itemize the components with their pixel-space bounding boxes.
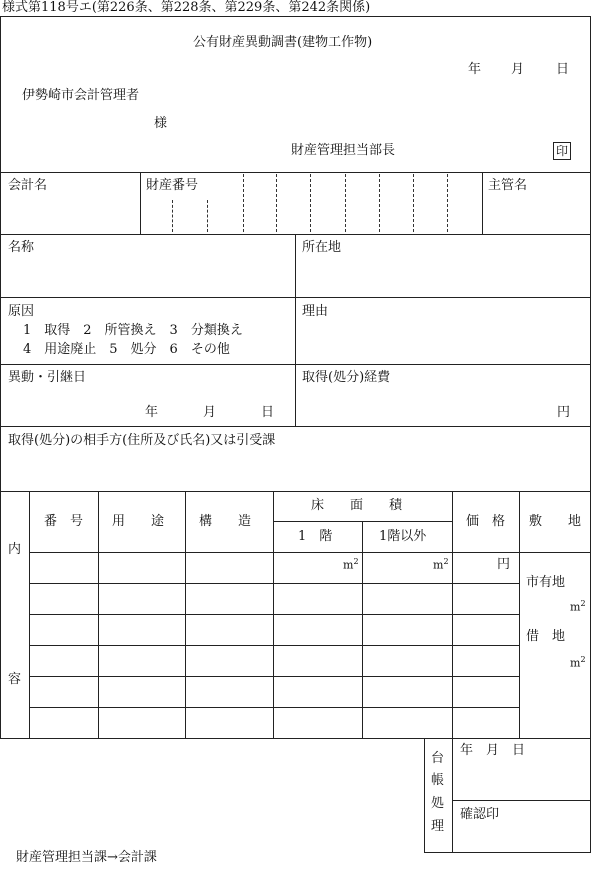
rule bbox=[452, 800, 591, 801]
transfer-day: 日 bbox=[261, 405, 275, 420]
date-day: 日 bbox=[556, 62, 570, 77]
unit-leased-land: $m^2$ bbox=[570, 655, 586, 670]
ledger-label-4: 理 bbox=[431, 819, 445, 834]
accounting-name-label: 会計名 bbox=[8, 178, 48, 193]
routing-note: 財産管理担当課→会計課 bbox=[16, 850, 157, 865]
counterparty-label: 取得(処分)の相手方(住所及び氏名)又は引受課 bbox=[8, 433, 276, 448]
rule bbox=[140, 172, 141, 234]
header-floor-1: 1 階 bbox=[298, 529, 333, 544]
form-number: 様式第118号エ(第226条、第228条、第229条、第242条関係) bbox=[2, 0, 371, 15]
reason-label: 理由 bbox=[302, 304, 329, 319]
date-year: 年 bbox=[468, 62, 482, 77]
rule bbox=[0, 172, 591, 173]
rule bbox=[0, 491, 591, 492]
rule bbox=[295, 234, 296, 426]
digit-divider bbox=[413, 174, 414, 232]
document-title: 公有財産異動調書(建物工作物) bbox=[193, 35, 373, 50]
sender: 財産管理担当部長 bbox=[291, 143, 396, 158]
frame-left bbox=[0, 16, 1, 738]
rule bbox=[0, 738, 591, 739]
cost-yen: 円 bbox=[557, 405, 571, 420]
ledger-confirm-seal: 確認印 bbox=[460, 807, 500, 822]
rule bbox=[452, 738, 453, 853]
cause-label: 原因 bbox=[8, 304, 35, 319]
rule bbox=[362, 521, 363, 738]
digit-divider bbox=[243, 174, 244, 232]
rule bbox=[273, 521, 452, 522]
digit-divider bbox=[276, 174, 277, 232]
header-price: 価 格 bbox=[466, 514, 506, 529]
name-label: 名称 bbox=[8, 240, 35, 255]
rule bbox=[519, 491, 520, 738]
header-number: 番 号 bbox=[44, 514, 84, 529]
location-label: 所在地 bbox=[302, 240, 342, 255]
header-floor-other: 1階以外 bbox=[379, 529, 427, 544]
transfer-month: 月 bbox=[203, 405, 217, 420]
cause-options-2: 4 用途廃止 5 処分 6 その他 bbox=[23, 342, 230, 357]
rule bbox=[424, 852, 591, 853]
ledger-label-2: 帳 bbox=[431, 773, 445, 788]
unit-floor-other: $m^2$ bbox=[433, 557, 449, 572]
unit-price: 円 bbox=[497, 557, 511, 572]
cost-label: 取得(処分)経費 bbox=[302, 370, 391, 385]
rule bbox=[29, 676, 519, 677]
rule bbox=[29, 552, 591, 553]
rule bbox=[29, 707, 519, 708]
unit-floor1: $m^2$ bbox=[343, 557, 359, 572]
side-label-bottom: 容 bbox=[8, 672, 22, 687]
rule bbox=[482, 172, 483, 234]
rule bbox=[0, 364, 591, 365]
header-land: 敷 地 bbox=[529, 514, 582, 529]
ledger-date: 年 月 日 bbox=[460, 743, 526, 758]
property-number-label: 財産番号 bbox=[146, 178, 199, 193]
digit-divider bbox=[310, 174, 311, 232]
ledger-label-3: 処 bbox=[431, 796, 445, 811]
date-month: 月 bbox=[511, 62, 525, 77]
rule bbox=[29, 645, 519, 646]
digit-divider bbox=[207, 200, 208, 232]
digit-divider bbox=[447, 174, 448, 232]
department-label: 主管名 bbox=[488, 178, 528, 193]
rule bbox=[29, 583, 519, 584]
digit-divider bbox=[345, 174, 346, 232]
digit-divider bbox=[379, 174, 380, 232]
rule bbox=[424, 738, 425, 853]
transfer-year: 年 bbox=[145, 405, 159, 420]
rule bbox=[0, 297, 591, 298]
header-structure: 構 造 bbox=[199, 514, 252, 529]
header-floor-area: 床 面 積 bbox=[311, 498, 403, 513]
addressee: 伊勢崎市会計管理者 bbox=[22, 88, 140, 103]
unit-city-land: $m^2$ bbox=[570, 599, 586, 614]
land-city-label: 市有地 bbox=[526, 575, 566, 590]
frame-top bbox=[0, 16, 591, 17]
header-use: 用 途 bbox=[112, 514, 165, 529]
rule bbox=[0, 426, 591, 427]
digit-divider bbox=[172, 200, 173, 232]
rule bbox=[29, 614, 519, 615]
ledger-label-1: 台 bbox=[431, 751, 445, 766]
land-leased-label: 借 地 bbox=[526, 629, 566, 644]
side-label-top: 内 bbox=[8, 542, 22, 557]
seal-box: 印 bbox=[553, 142, 571, 160]
cause-options-1: 1 取得 2 所管換え 3 分類換え bbox=[23, 323, 243, 338]
transfer-date-label: 異動・引継日 bbox=[8, 370, 87, 385]
honorific: 様 bbox=[154, 116, 168, 131]
